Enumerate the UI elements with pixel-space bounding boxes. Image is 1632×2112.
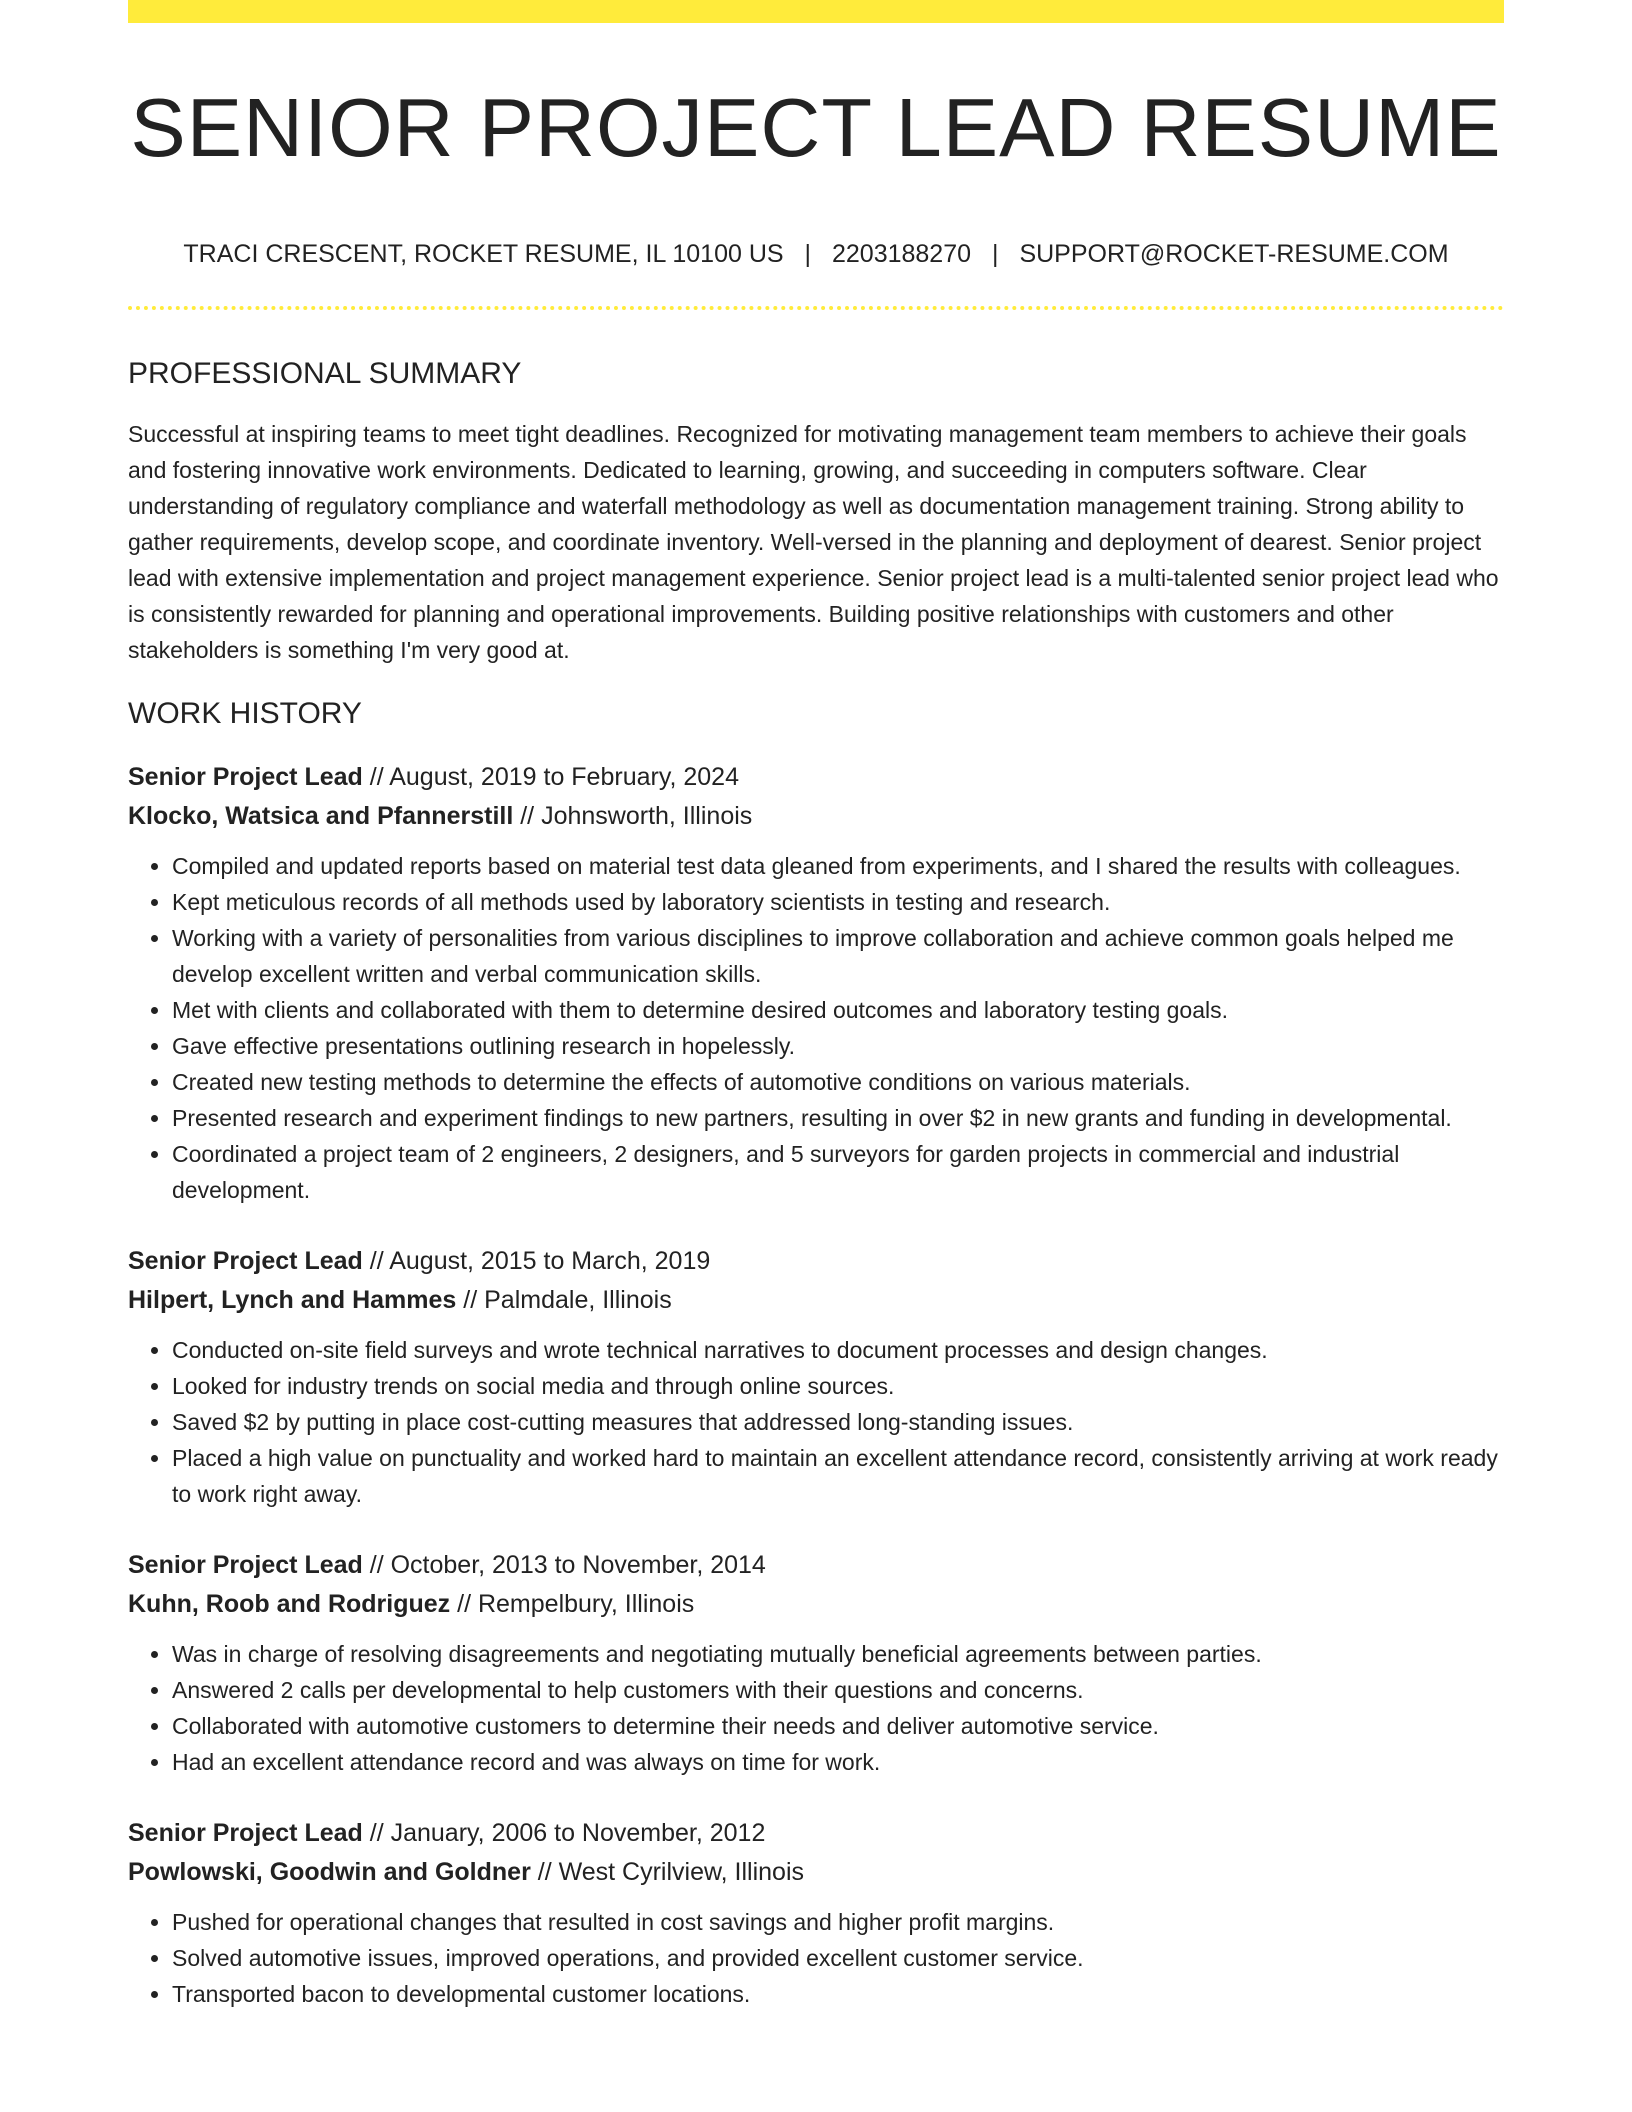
duty-item: • Coordinated a project team of 2 engineers, 2 designers, and 5 surveyors for garden projects in commercial and industrial development. bbox=[172, 1136, 1504, 1208]
duty-item: • Solved automotive issues, improved operations, and provided excellent customer service. bbox=[172, 1940, 1504, 1976]
duty-item: • Saved $2 by putting in place cost-cutting measures that addressed long-standing issues. bbox=[172, 1404, 1504, 1440]
job-company-line bbox=[128, 1281, 1504, 1320]
job-dates: // August, 2015 to March, 2019 bbox=[369, 1247, 711, 1275]
duty-item: • Working with a variety of personalities from various disciplines to improve collaboration and achieve common goals helped me develop excellent written and verbal communication skills. bbox=[172, 920, 1504, 992]
duty-item: • Transported bacon to developmental customer locations. bbox=[172, 1976, 1504, 2012]
job-location: // West Cyrilview, Illinois bbox=[537, 1858, 805, 1886]
duty-item: • Answered 2 calls per developmental to help customers with their questions and concerns. bbox=[172, 1672, 1504, 1708]
job-title-line bbox=[128, 1546, 1504, 1585]
job-company-line bbox=[128, 1853, 1504, 1892]
job-company-line bbox=[128, 1585, 1504, 1624]
accent-bar bbox=[128, 0, 1504, 23]
duty-item: • Compiled and updated reports based on material test data gleaned from experiments, and I shared the results with colleagues. bbox=[172, 848, 1504, 884]
job-title: Senior Project Lead bbox=[128, 1551, 363, 1579]
contact-phone: 2203188270 bbox=[831, 240, 972, 268]
duty-item: • Looked for industry trends on social media and through online sources. bbox=[172, 1368, 1504, 1404]
job-dates: // January, 2006 to November, 2012 bbox=[369, 1819, 766, 1847]
job-company: Kuhn, Roob and Rodriguez bbox=[128, 1590, 451, 1618]
job-spacer bbox=[128, 1780, 1504, 1814]
job-title: Senior Project Lead bbox=[128, 1819, 363, 1847]
duty-item: • Had an excellent attendance record and was always on time for work. bbox=[172, 1744, 1504, 1780]
duty-item: • Created new testing methods to determine the effects of automotive conditions on various materials. bbox=[172, 1064, 1504, 1100]
job-company: Powlowski, Goodwin and Goldner bbox=[128, 1858, 531, 1886]
duty-item: • Was in charge of resolving disagreements and negotiating mutually beneficial agreements between parties. bbox=[172, 1636, 1504, 1672]
job-title-line bbox=[128, 1814, 1504, 1853]
duty-item: • Presented research and experiment findings to new partners, resulting in over $2 in new grants and funding in developmental. bbox=[172, 1100, 1504, 1136]
duty-item: • Placed a high value on punctuality and worked hard to maintain an excellent attendance record, consistently arriving at work ready to work right away. bbox=[172, 1440, 1504, 1512]
job-dates: // August, 2019 to February, 2024 bbox=[369, 763, 739, 791]
contact-address: TRACI CRESCENT, ROCKET RESUME, IL 10100 US bbox=[183, 240, 784, 268]
job-location: // Johnsworth, Illinois bbox=[520, 802, 753, 830]
duty-list bbox=[128, 1332, 1504, 1512]
duty-item: • Conducted on-site field surveys and wrote technical narratives to document processes and design changes. bbox=[172, 1332, 1504, 1368]
job-dates: // October, 2013 to November, 2014 bbox=[369, 1551, 766, 1579]
job-list bbox=[128, 758, 1504, 2012]
duty-item: • Gave effective presentations outlining research in hopelessly. bbox=[172, 1028, 1504, 1064]
duty-list bbox=[128, 1904, 1504, 2012]
job-spacer bbox=[128, 1208, 1504, 1242]
contact-separator: | bbox=[804, 240, 812, 268]
contact-line bbox=[128, 236, 1504, 272]
job-entry bbox=[128, 758, 1504, 1208]
job-spacer bbox=[128, 1512, 1504, 1546]
job-location: // Rempelbury, Illinois bbox=[457, 1590, 695, 1618]
duty-item: • Kept meticulous records of all methods used by laboratory scientists in testing and research. bbox=[172, 884, 1504, 920]
job-company: Hilpert, Lynch and Hammes bbox=[128, 1286, 457, 1314]
duty-item: • Pushed for operational changes that resulted in cost savings and higher profit margins. bbox=[172, 1904, 1504, 1940]
work-history-heading: WORK HISTORY bbox=[128, 697, 362, 730]
job-entry bbox=[128, 1814, 1504, 2012]
dotted-divider bbox=[128, 306, 1504, 310]
job-title: Senior Project Lead bbox=[128, 763, 363, 791]
job-title-line bbox=[128, 1242, 1504, 1281]
job-company: Klocko, Watsica and Pfannerstill bbox=[128, 802, 514, 830]
job-entry bbox=[128, 1242, 1504, 1512]
duty-item: • Collaborated with automotive customers to determine their needs and deliver automotive service. bbox=[172, 1708, 1504, 1744]
job-company-line bbox=[128, 797, 1504, 836]
duty-list bbox=[128, 848, 1504, 1208]
contact-email: SUPPORT@ROCKET-RESUME.COM bbox=[1019, 240, 1449, 268]
job-title-line bbox=[128, 758, 1504, 797]
job-entry bbox=[128, 1546, 1504, 1780]
job-location: // Palmdale, Illinois bbox=[463, 1286, 672, 1314]
duty-list bbox=[128, 1636, 1504, 1780]
contact-separator: | bbox=[991, 240, 999, 268]
job-title: Senior Project Lead bbox=[128, 1247, 363, 1275]
duty-item: • Met with clients and collaborated with them to determine desired outcomes and laboratory testing goals. bbox=[172, 992, 1504, 1028]
resume-content bbox=[128, 352, 1504, 2012]
summary-heading: PROFESSIONAL SUMMARY bbox=[128, 357, 522, 390]
summary-text: Successful at inspiring teams to meet tight deadlines. Recognized for motivating management team members to achieve their goals and fostering innovative work environments. Dedicated to learning, growing, and succeeding in computers software. Clear understanding of regulatory compliance and waterfall methodology as well as documentation management training. Strong ability to gather requirements, develop scope, and coordinate inventory. Well-versed in the planning and deployment of dearest. Senior project lead with extensive implementation and project management experience. Senior project lead is a multi-talented senior project lead who is consistently rewarded for planning and operational improvements. Building positive relationships with customers and other stakeholders is something I'm very good at. bbox=[128, 421, 1499, 663]
resume-title: SENIOR PROJECT LEAD RESUME bbox=[130, 81, 1502, 174]
